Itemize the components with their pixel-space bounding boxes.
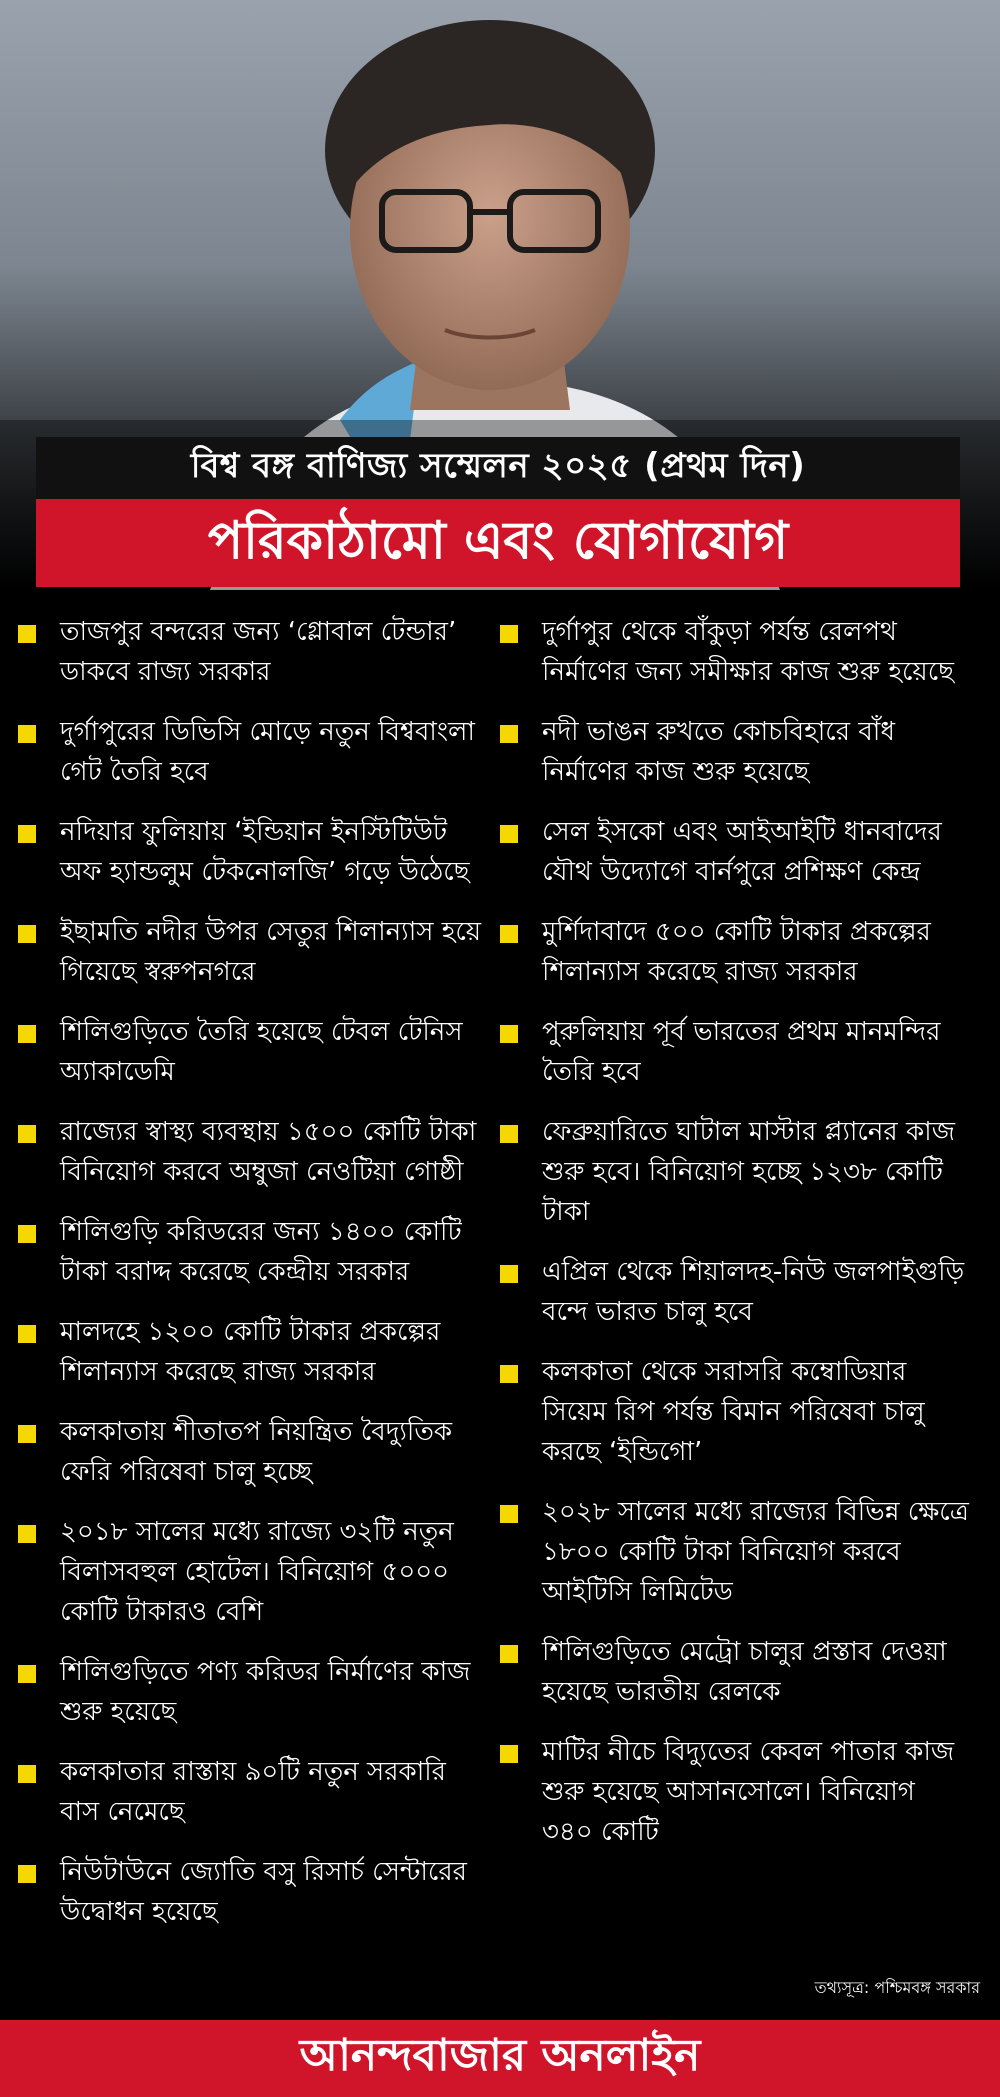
list-item: তাজপুর বন্দরের জন্য ‘গ্লোবাল টেন্ডার’ ডাকবে রাজ্য সরকার — [18, 612, 488, 692]
square-bullet-icon — [18, 1765, 36, 1783]
list-item: ২০২৮ সালের মধ্যে রাজ্যের বিভিন্ন ক্ষেত্রে ১৮০০ কোটি টাকা বিনিয়োগ করবে আইটিসি লিমিটেড — [500, 1492, 970, 1612]
list-item: ইছামতি নদীর উপর সেতুর শিলান্যাস হয়ে গিয়েছে স্বরুপনগরে — [18, 912, 488, 992]
list-item: শিলিগুড়িতে তৈরি হয়েছে টেবল টেনিস অ্যাকাডেমি — [18, 1012, 488, 1092]
list-item: দুর্গাপুরের ডিভিসি মোড়ে নতুন বিশ্ববাংলা গেট তৈরি হবে — [18, 712, 488, 792]
list-item: শিলিগুড়িতে মেট্রো চালুর প্রস্তাব দেওয়া হয়েছে ভারতীয় রেলকে — [500, 1632, 970, 1712]
list-item: মালদহে ১২০০ কোটি টাকার প্রকল্পের শিলান্যাস করেছে রাজ্য সরকার — [18, 1312, 488, 1392]
left-column-list — [18, 612, 488, 1952]
square-bullet-icon — [500, 1505, 518, 1523]
square-bullet-icon — [18, 1025, 36, 1043]
square-bullet-icon — [18, 1525, 36, 1543]
square-bullet-icon — [500, 825, 518, 843]
subtitle-text: বিশ্ব বঙ্গ বাণিজ্য সম্মেলন ২০২৫ (প্রথম দিন) — [190, 445, 806, 486]
list-item: কলকাতায় শীতাতপ নিয়ন্ত্রিত বৈদ্যুতিক ফেরি পরিষেবা চালু হচ্ছে — [18, 1412, 488, 1492]
square-bullet-icon — [18, 625, 36, 643]
square-bullet-icon — [18, 1865, 36, 1883]
square-bullet-icon — [18, 1125, 36, 1143]
list-item: কলকাতা থেকে সরাসরি কম্বোডিয়ার সিয়েম রিপ পর্যন্ত বিমান পরিষেবা চালু করছে ‘ইন্ডিগো’ — [500, 1352, 970, 1472]
list-item: শিলিগুড়িতে পণ্য করিডর নির্মাণের কাজ শুরু হয়েছে — [18, 1652, 488, 1732]
square-bullet-icon — [500, 625, 518, 643]
list-item: মুর্শিদাবাদে ৫০০ কোটি টাকার প্রকল্পের শিলান্যাস করেছে রাজ্য সরকার — [500, 912, 970, 992]
square-bullet-icon — [18, 825, 36, 843]
list-item: শিলিগুড়ি করিডরের জন্য ১৪০০ কোটি টাকা বরাদ্দ করেছে কেন্দ্রীয় সরকার — [18, 1212, 488, 1292]
list-item: সেল ইসকো এবং আইআইটি ধানবাদের যৌথ উদ্যোগে বার্নপুরে প্রশিক্ষণ কেন্দ্র — [500, 812, 970, 892]
list-item: ২০১৮ সালের মধ্যে রাজ্যে ৩২টি নতুন বিলাসবহুল হোটেল। বিনিয়োগ ৫০০০ কোটি টাকারও বেশি — [18, 1512, 488, 1632]
list-item: নদী ভাঙন রুখতে কোচবিহারে বাঁধ নির্মাণের কাজ শুরু হয়েছে — [500, 712, 970, 792]
list-item: পুরুলিয়ায় পূর্ব ভারতের প্রথম মানমন্দির তৈরি হবে — [500, 1012, 970, 1092]
square-bullet-icon — [18, 925, 36, 943]
subtitle-banner — [36, 437, 960, 499]
list-item: দুর্গাপুর থেকে বাঁকুড়া পর্যন্ত রেলপথ নির্মাণের জন্য সমীক্ষার কাজ শুরু হয়েছে — [500, 612, 970, 692]
right-column-list — [500, 612, 970, 1872]
square-bullet-icon — [500, 1365, 518, 1383]
square-bullet-icon — [18, 1665, 36, 1683]
square-bullet-icon — [18, 1325, 36, 1343]
brand-name: আনন্দবাজার অনলাইন — [299, 2030, 701, 2081]
title-banner — [36, 499, 960, 587]
square-bullet-icon — [500, 1745, 518, 1763]
square-bullet-icon — [18, 725, 36, 743]
list-item: এপ্রিল থেকে শিয়ালদহ-নিউ জলপাইগুড়ি বন্দে ভারত চালু হবে — [500, 1252, 970, 1332]
list-item: মাটির নীচে বিদ্যুতের কেবল পাতার কাজ শুরু হয়েছে আসানসোলে। বিনিয়োগ ৩৪০ কোটি — [500, 1732, 970, 1852]
page-title: পরিকাঠামো এবং যোগাযোগ — [207, 510, 789, 571]
square-bullet-icon — [500, 1265, 518, 1283]
list-item: নদিয়ার ফুলিয়ায় ‘ইন্ডিয়ান ইনস্টিটিউট অফ হ্যান্ডলুম টেকনোলজি’ গড়ে উঠেছে — [18, 812, 488, 892]
square-bullet-icon — [500, 1645, 518, 1663]
square-bullet-icon — [500, 1025, 518, 1043]
square-bullet-icon — [500, 925, 518, 943]
list-item: রাজ্যের স্বাস্থ্য ব্যবস্থায় ১৫০০ কোটি টাকা বিনিয়োগ করবে অম্বুজা নেওটিয়া গোষ্ঠী — [18, 1112, 488, 1192]
list-item: নিউটাউনে জ্যোতি বসু রিসার্চ সেন্টারের উদ্বোধন হয়েছে — [18, 1852, 488, 1932]
square-bullet-icon — [500, 725, 518, 743]
square-bullet-icon — [500, 1125, 518, 1143]
source-credit: তথ্যসূত্র: পশ্চিমবঙ্গ সরকার — [814, 1978, 980, 1997]
square-bullet-icon — [18, 1425, 36, 1443]
list-item: ফেব্রুয়ারিতে ঘাটাল মাস্টার প্ল্যানের কাজ শুরু হবে। বিনিয়োগ হচ্ছে ১২৩৮ কোটি টাকা — [500, 1112, 970, 1232]
square-bullet-icon — [18, 1225, 36, 1243]
footer-brand-banner — [0, 2020, 1000, 2097]
list-item: কলকাতার রাস্তায় ৯০টি নতুন সরকারি বাস নেমেছে — [18, 1752, 488, 1832]
